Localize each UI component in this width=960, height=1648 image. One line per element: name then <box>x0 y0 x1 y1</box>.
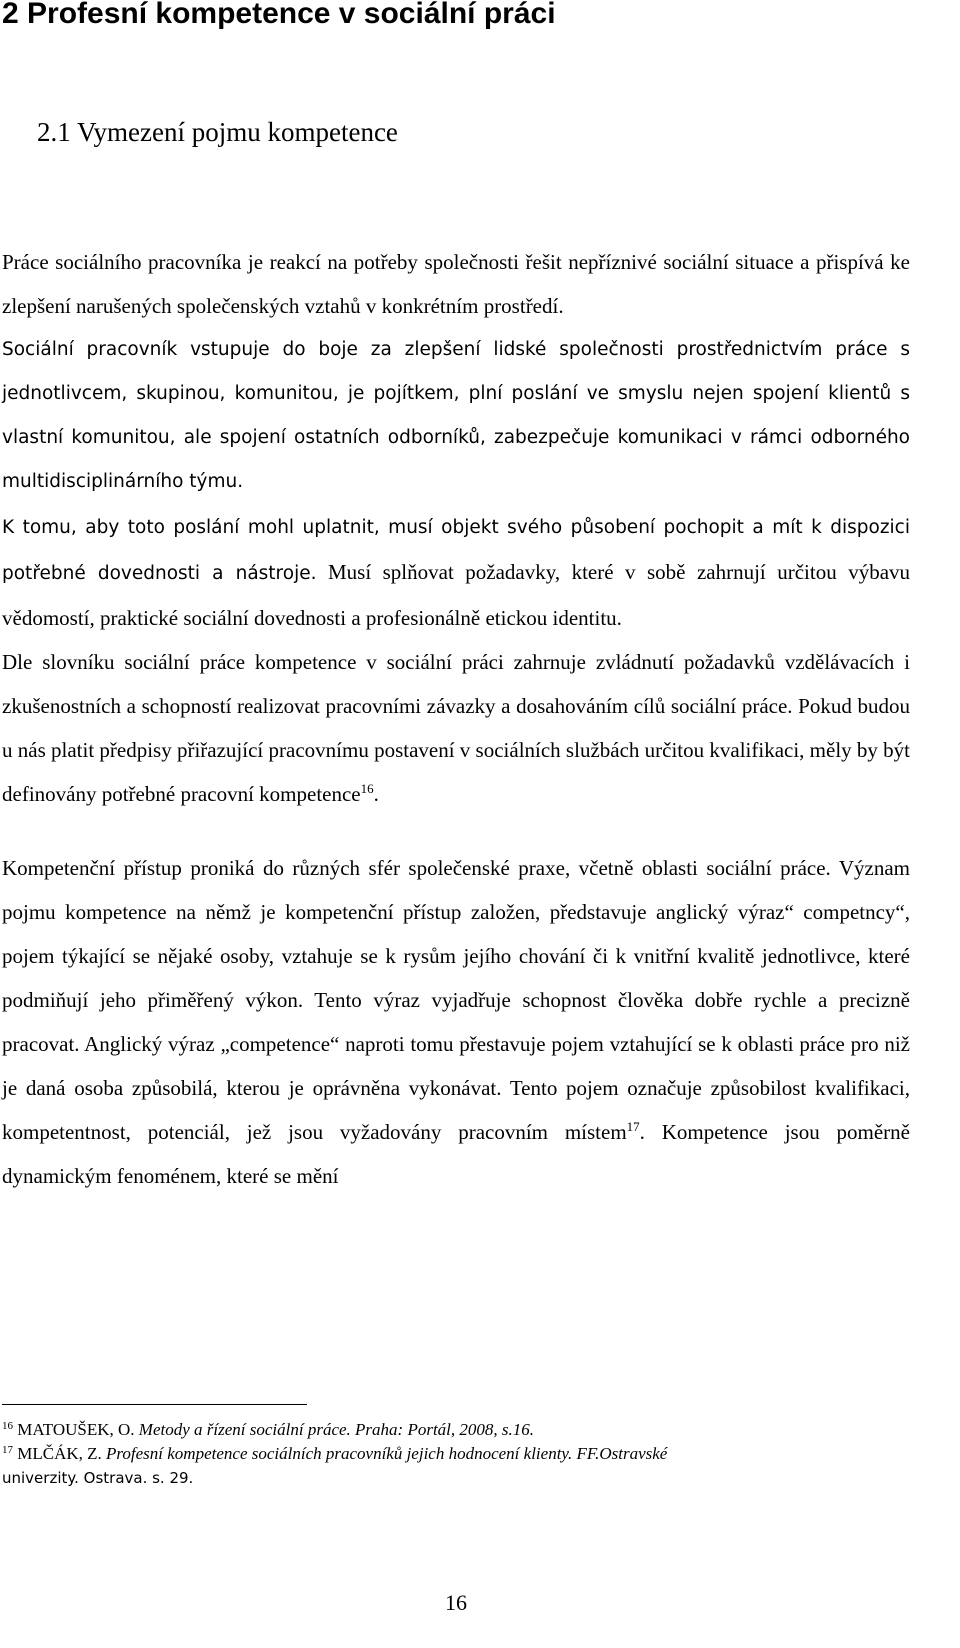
paragraph-4-end: . <box>373 782 379 806</box>
chapter-heading: 2 Profesní kompetence v sociální práci <box>2 0 556 30</box>
paragraph-5-end: . Kompetence jsou poměrně dynamickým fenoménem, které se mění <box>2 1120 910 1188</box>
footnote-title: Profesní kompetence sociálních pracovníků jejich hodnocení klienty. FF.Ostravské <box>106 1444 668 1463</box>
footnote-17 <box>2 1442 902 1466</box>
footnotes <box>2 1418 902 1490</box>
footnote-author: MLČÁK, Z. <box>17 1444 107 1463</box>
footnote-number: 16 <box>2 1419 13 1432</box>
paragraph-3 <box>2 504 910 640</box>
footnote-16 <box>2 1418 902 1442</box>
paragraph-1: Práce sociálního pracovníka je reakcí na potřeby společnosti řešit nepříznivé sociální situace a přispívá ke zlepšení narušených společenských vztahů v konkrétním prostředí. <box>2 250 910 318</box>
paragraph-3-part-b: Musí splňovat požadavky, které v sobě zahrnují určitou výbavu vědomostí, praktické sociální dovednosti a profesionálně etickou identitu. <box>2 560 911 630</box>
paragraph-5-text: Kompetenční přístup proniká do různých sfér společenské praxe, včetně oblasti sociální práce. Význam pojmu kompetence na němž je kompetenční přístup založen, představuje anglický výraz“ competncy“, pojem týkající se nějaké osoby, vztahuje se k rysům jejího chování či k vnitřní kvalitě jednotlivce, které podmiňují jeho přiměřený výkon. Tento výraz vyjadřuje schopnost člověka dobře rychle a precizně pracovat. Anglický výraz „competence“ naproti tomu přestavuje pojem vztahující se k oblasti práce pro niž je daná osoba způsobilá, kterou je oprávněna vykonávat. Tento pojem označuje způsobilost kvalifikaci, kompetentnost, potenciál, jež jsou vyžadovány pracovním místem <box>2 856 910 1144</box>
body-text <box>2 240 910 1198</box>
footnote-17-continuation: univerzity. Ostrava. s. 29. <box>2 1469 194 1487</box>
section-heading: 2.1 Vymezení pojmu kompetence <box>37 117 398 147</box>
footnote-ref-17[interactable]: 17 <box>626 1119 640 1135</box>
page-number: 16 <box>445 1590 467 1615</box>
footnote-divider <box>2 1404 307 1405</box>
paragraph-5 <box>2 846 910 1198</box>
paragraph-3-part-a: K tomu, aby toto poslání mohl uplatnit, musí objekt svého působení pochopit a mít k dispozici potřebné dovednosti a nástroje. <box>2 517 910 584</box>
footnote-ref-16[interactable]: 16 <box>360 781 374 797</box>
footnote-title: Metody a řízení sociální práce. Praha: Portál, 2008, s.16. <box>138 1420 535 1439</box>
paragraph-4 <box>2 640 910 816</box>
paragraph-4-text: Dle slovníku sociální práce kompetence v sociální práci zahrnuje zvládnutí požadavků vzdělávacích i zkušenostních a schopností realizovat pracovními závazky a dosahováním cílů sociální práce. Pokud budou u nás platit předpisy přiřazující pracovnímu postavení v sociálních službách určitou kvalifikaci, měly by být definovány potřebné pracovní kompetence <box>2 650 911 806</box>
footnote-author: MATOUŠEK, O. <box>17 1420 139 1439</box>
footnote-number: 17 <box>2 1443 13 1456</box>
paragraph-2: Sociální pracovník vstupuje do boje za zlepšení lidské společnosti prostřednictvím práce s jednotlivcem, skupinou, komunitou, je pojítkem, plní poslání ve smyslu nejen spojení klientů s vlastní komunitou, ale spojení ostatních odborníků, zabezpečuje komunikaci v rámci odborného multidisciplinárního týmu. <box>2 339 910 492</box>
